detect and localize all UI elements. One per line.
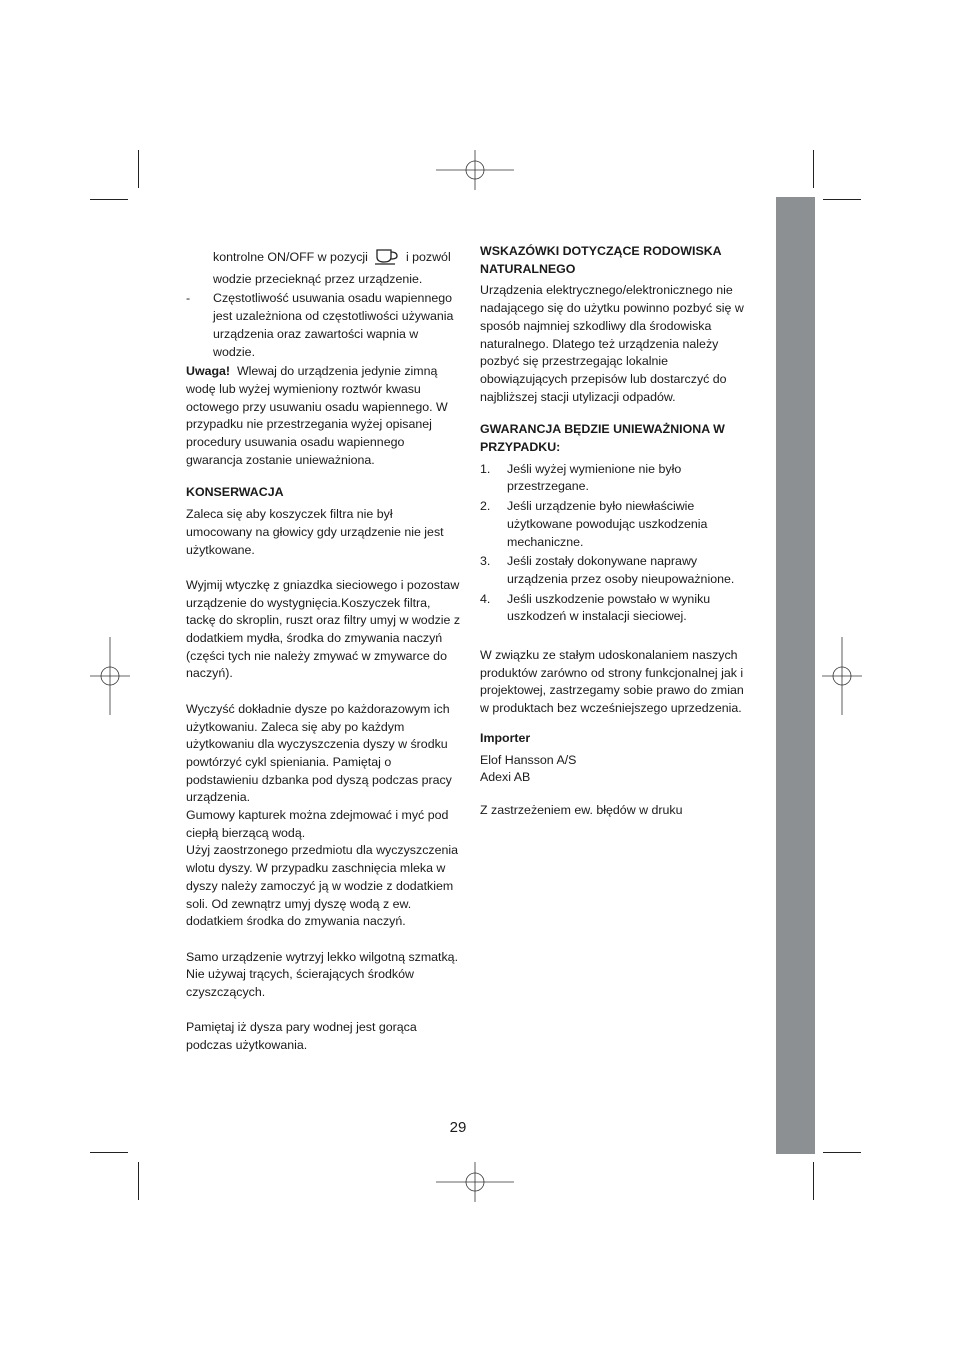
paragraph: Samo urządzenie wytrzyj lekko wilgotną szmatką.: [186, 949, 459, 964]
page-number: 29: [449, 1119, 467, 1136]
cup-icon: [374, 248, 400, 271]
registration-mark-bottom: [436, 1162, 514, 1202]
paragraph: Użyj zaostrzonego przedmiotu dla wyczyszczenia wlotu dyszy. W przypadku zaschnięcia mleka w dyszy należy zamoczyć ją w wodzie z dodatkiem soli. Od zewnątrz umyj dyszę wodą z ew. dodatkiem środka do zmywania naczyń.: [186, 843, 459, 929]
continuation-paragraph: kontrolne ON/OFF w pozycji i pozwól wodzie przecieknąć przez urządzenie.: [213, 250, 451, 286]
paragraph: Zaleca się aby koszyczek filtra nie był umocowany na głowicy gdy urządzenie nie jest użytkowane.: [186, 507, 444, 557]
paragraph: Nie używaj trących, ścierających środków czyszczących.: [186, 967, 414, 1000]
registration-mark-top: [436, 150, 514, 190]
paragraph: Wyjmij wtyczkę z gniazdka sieciowego i pozostaw urządzenie do wystygnięcia.Koszyczek filtra, tackę do skroplin, ruszt oraz filtry umyj w wodzie z dodatkiem mydła, środka do zmywania naczyń (części tych nie należy zmywać w zmywarce do naczyń).: [186, 577, 461, 681]
paragraph: Gumowy kapturek można zdejmować i myć pod ciepłą bierzącą wodą.: [186, 808, 449, 840]
list-item: 2. Jeśli urządzenie było niewłaściwie użytkowane powodując uszkodzenia mechaniczne.: [480, 499, 708, 549]
importer-line: Adexi AB: [480, 770, 531, 785]
paragraph: W związku ze stałym udoskonalaniem naszych produktów zarówno od strony funkcjonalnej jak i projektowej, zastrzegamy sobie prawo do zmian w produktach bez wcześniejszego uprzedzenia.: [480, 648, 744, 716]
warranty-list: [480, 461, 756, 626]
importer-line: Elof Hansson A/S: [480, 752, 577, 767]
warning-paragraph: Uwaga! Wlewaj do urządzenia jedynie zimną wodę lub wyżej wymieniony roztwór kwasu octowego przy usuwaniu osadu wapiennego. W przypadku nie przestrzegania wyżej opisanej procedury usuwania osadu wapiennego gwarancja zostanie unieważniona.: [186, 364, 448, 467]
paragraph: Wyczyść dokładnie dysze po każdorazowym ich użytkowaniu. Zaleca się aby po każdym użytkowaniu dla wyczyszczenia dyszy w środku powtórzyć cykl spieniania. Pamiętaj o podstawieniu dzbanka pod dyszą podczas pracy urządzenia.: [186, 701, 452, 805]
right-column: [480, 242, 756, 820]
side-tab: [776, 197, 815, 1154]
list-item: 1. Jeśli wyżej wymienione nie było przestrzegane.: [480, 461, 682, 494]
paragraph: Pamiętaj iż dysza pary wodnej jest gorąca podczas użytkowania.: [186, 1020, 417, 1053]
left-column: [186, 242, 462, 1055]
warning-label: Uwaga!: [186, 364, 231, 379]
paragraph: Urządzenia elektrycznego/elektronicznego nie nadającego się do użytku powinno pozbyć się w sposób najmniej szkodliwy dla środowiska naturalnego. Dlatego też urządzenia należy pozbyć się przestrzegając lokalnie obowiązujących przepisów lub dostarczyć do najbliższej stacji utylizacji odpadów.: [480, 283, 744, 404]
errata-note: Z zastrzeżeniem ew. błędów w druku: [480, 802, 683, 817]
section-heading-konserwacja: KONSERWACJA: [186, 485, 284, 500]
list-item: - Częstotliwość usuwania osadu wapiennego jest uzależniona od częstotliwości używania urządzenia oraz zawartości wapnia w wodzie.: [186, 291, 454, 359]
section-heading-warranty: GWARANCJA BĘDZIE UNIEWAŻNIONA W PRZYPADKU:: [480, 422, 725, 455]
section-heading-importer: Importer: [480, 730, 531, 745]
list-item: 3. Jeśli zostały dokonywane naprawy urządzenia przez osoby nieupoważnione.: [480, 554, 735, 586]
registration-mark-right: [822, 637, 862, 715]
section-heading-environment: WSKAZÓWKI DOTYCZĄCE RODOWISKA NATURALNEGO: [480, 244, 722, 276]
registration-mark-left: [90, 637, 130, 715]
list-item: 4. Jeśli uszkodzenie powstało w wyniku uszkodzeń w instalacji sieciowej.: [480, 591, 711, 624]
